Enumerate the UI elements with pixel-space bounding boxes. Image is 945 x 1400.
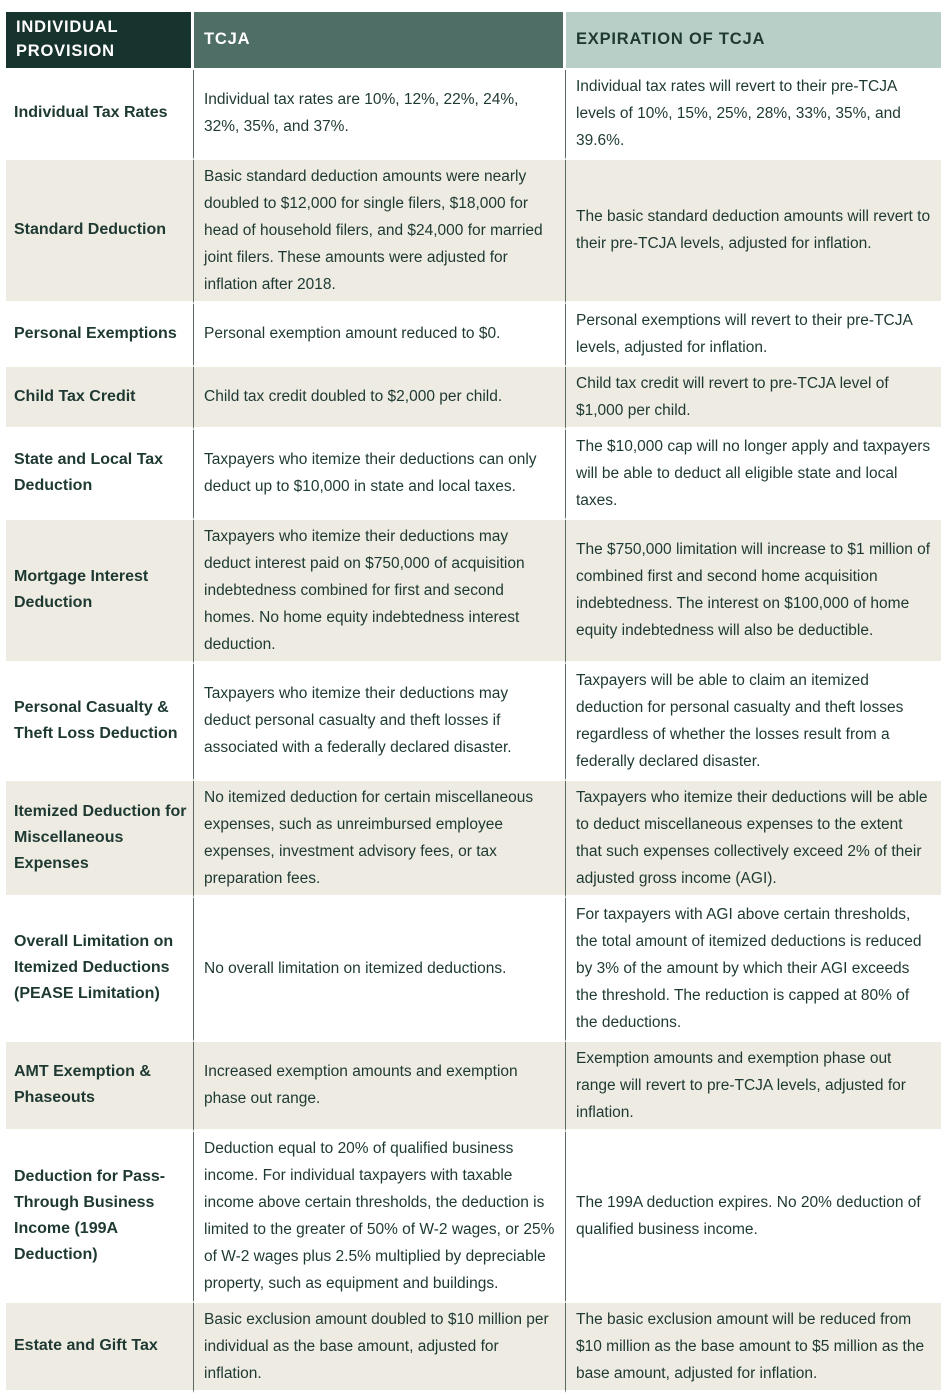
tcja-cell: Child tax credit doubled to $2,000 per child. [194,367,566,430]
tcja-cell: Taxpayers who itemize their deductions can only deduct up to $10,000 in state and local taxes. [194,430,566,520]
expiration-cell: The $750,000 limitation will increase to $1 million of combined first and second home acquisition indebtedness. The interest on $100,000 of home equity indebtedness will also be deductible. [566,520,941,664]
table-row [6,1042,941,1132]
expiration-cell: For taxpayers with AGI above certain thresholds, the total amount of itemized deductions is reduced by 3% of the amount by which their AGI exceeds the threshold. The reduction is capped at 80% of the deductions. [566,898,941,1042]
tcja-cell: Basic exclusion amount doubled to $10 million per individual as the base amount, adjusted for inflation. [194,1303,566,1393]
provision-cell: State and Local Tax Deduction [6,430,194,520]
tcja-cell: Personal exemption amount reduced to $0. [194,304,566,367]
tcja-cell: Taxpayers who itemize their deductions may deduct personal casualty and theft losses if associated with a federally declared disaster. [194,664,566,781]
table-row [6,520,941,664]
header-tcja: TCJA [194,12,566,70]
provision-cell: Estate and Gift Tax [6,1303,194,1393]
tcja-cell: No overall limitation on itemized deductions. [194,898,566,1042]
expiration-cell: Taxpayers will be able to claim an itemized deduction for personal casualty and theft losses regardless of whether the losses result from a federally declared disaster. [566,664,941,781]
table-row [6,367,941,430]
provision-cell: Deduction for Pass-Through Business Income (199A Deduction) [6,1132,194,1303]
table-row [6,664,941,781]
provision-cell: Child Tax Credit [6,367,194,430]
expiration-cell: Taxpayers who itemize their deductions will be able to deduct miscellaneous expenses to the extent that such expenses collectively exceed 2% of their adjusted gross income (AGI). [566,781,941,898]
expiration-cell: The basic exclusion amount will be reduced from $10 million as the base amount to $5 million as the base amount, adjusted for inflation. [566,1303,941,1393]
table-row [6,160,941,304]
provision-cell: Individual Tax Rates [6,70,194,160]
expiration-cell: Child tax credit will revert to pre-TCJA level of $1,000 per child. [566,367,941,430]
tcja-cell: No itemized deduction for certain miscellaneous expenses, such as unreimbursed employee expenses, investment advisory fees, or tax preparation fees. [194,781,566,898]
tcja-cell: Basic standard deduction amounts were nearly doubled to $12,000 for single filers, $18,000 for head of household filers, and $24,000 for married joint filers. These amounts were adjusted for inflation after 2018. [194,160,566,304]
expiration-cell: The 199A deduction expires. No 20% deduction of qualified business income. [566,1132,941,1303]
provision-cell: AMT Exemption & Phaseouts [6,1042,194,1132]
table-row [6,898,941,1042]
header-individual-provision: INDIVIDUAL PROVISION [6,12,194,70]
table-row [6,781,941,898]
table-row [6,1303,941,1393]
expiration-cell: Exemption amounts and exemption phase out range will revert to pre-TCJA levels, adjusted for inflation. [566,1042,941,1132]
table-row [6,1132,941,1303]
provision-cell: Personal Exemptions [6,304,194,367]
header-expiration-of-tcja: EXPIRATION OF TCJA [566,12,941,70]
provision-cell: Overall Limitation on Itemized Deductions (PEASE Limitation) [6,898,194,1042]
table-row [6,70,941,160]
provision-cell: Personal Casualty & Theft Loss Deduction [6,664,194,781]
provision-cell: Itemized Deduction for Miscellaneous Expenses [6,781,194,898]
expiration-cell: Personal exemptions will revert to their pre-TCJA levels, adjusted for inflation. [566,304,941,367]
tcja-cell: Deduction equal to 20% of qualified business income. For individual taxpayers with taxable income above certain thresholds, the deduction is limited to the greater of 50% of W-2 wages, or 25% of W-2 wages plus 2.5% multiplied by depreciable property, such as equipment and buildings. [194,1132,566,1303]
expiration-cell: The basic standard deduction amounts will revert to their pre-TCJA levels, adjusted for inflation. [566,160,941,304]
table-row [6,430,941,520]
expiration-cell: The $10,000 cap will no longer apply and taxpayers will be able to deduct all eligible state and local taxes. [566,430,941,520]
tcja-comparison-table [6,12,941,1393]
tcja-cell: Increased exemption amounts and exemption phase out range. [194,1042,566,1132]
table-row [6,304,941,367]
expiration-cell: Individual tax rates will revert to their pre-TCJA levels of 10%, 15%, 25%, 28%, 33%, 35%, and 39.6%. [566,70,941,160]
provision-cell: Mortgage Interest Deduction [6,520,194,664]
header-row [6,12,941,70]
tcja-cell: Taxpayers who itemize their deductions may deduct interest paid on $750,000 of acquisition indebtedness combined for first and second homes. No home equity indebtedness interest deduction. [194,520,566,664]
provision-cell: Standard Deduction [6,160,194,304]
tcja-cell: Individual tax rates are 10%, 12%, 22%, 24%, 32%, 35%, and 37%. [194,70,566,160]
